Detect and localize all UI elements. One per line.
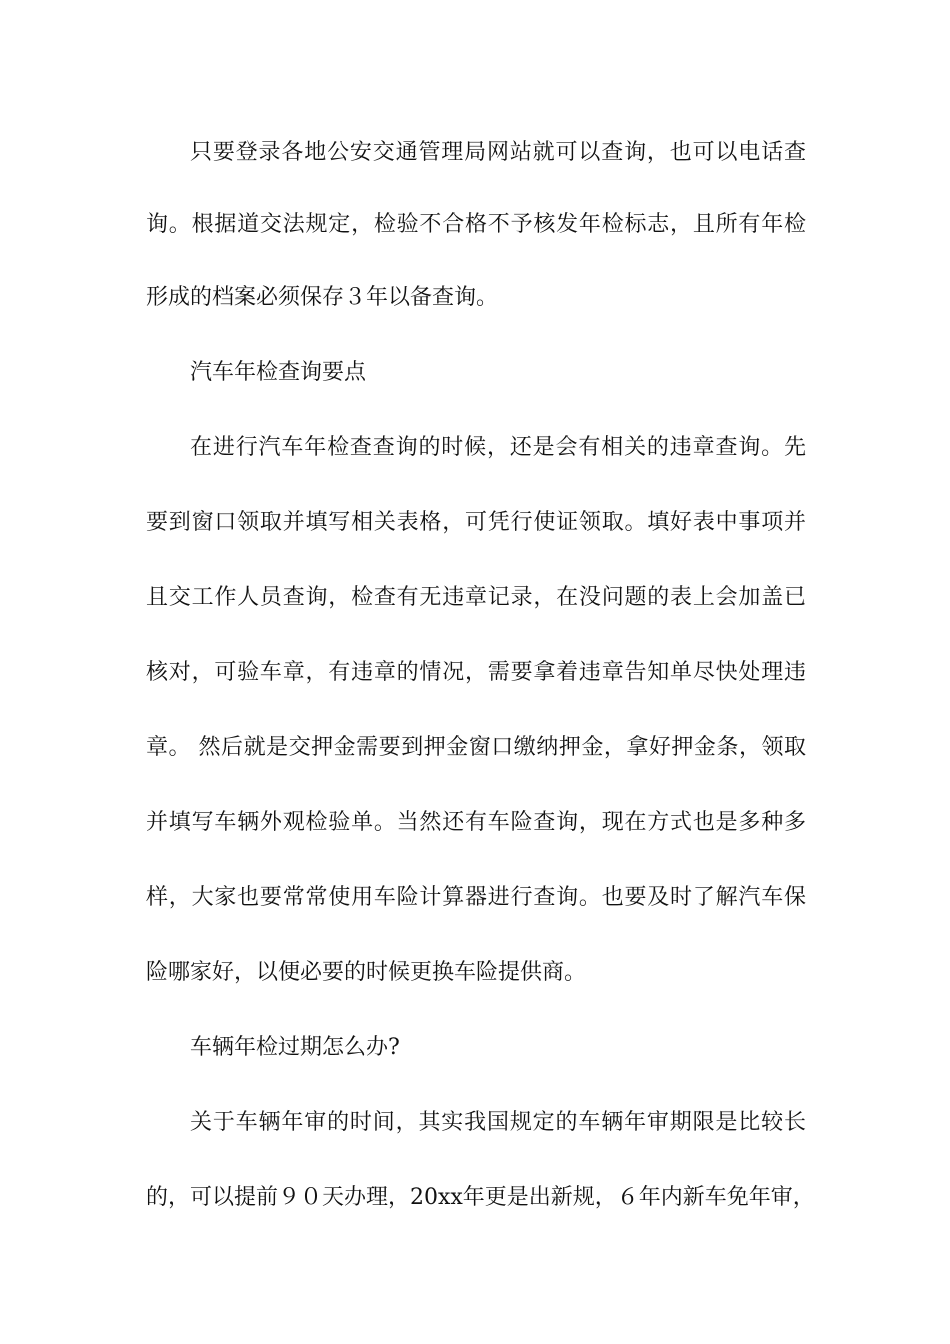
paragraph-3-line-2: 的，可以提前９０天办理，20xx年更是出新规，６年内新车免年审，	[146, 1185, 815, 1210]
paragraph-2-line-2: 要到窗口领取并填写相关表格，可凭行使证领取。填好表中事项并	[146, 510, 806, 535]
paragraph-2-line-7: 样，大家也要常常使用车险计算器进行查询。也要及时了解汽车保	[146, 885, 806, 910]
paragraph-1-line-2: 询。根据道交法规定，检验不合格不予核发年检标志，且所有年检	[146, 212, 806, 237]
section-heading-overdue-inspection: 车辆年检过期怎么办?	[190, 1035, 400, 1060]
paragraph-1-line-3: 形成的档案必须保存３年以备查询。	[146, 285, 499, 310]
paragraph-2-line-5: 章。 然后就是交押金需要到押金窗口缴纳押金，拿好押金条，领取	[146, 735, 806, 760]
paragraph-2-line-8: 险哪家好，以便必要的时候更换车险提供商。	[146, 960, 587, 985]
paragraph-2-line-1: 在进行汽车年检查查询的时候，还是会有相关的违章查询。先	[190, 435, 806, 460]
paragraph-3-line-1: 关于车辆年审的时间，其实我国规定的车辆年审期限是比较长	[190, 1110, 806, 1135]
paragraph-2-line-3: 且交工作人员查询，检查有无违章记录，在没问题的表上会加盖已	[146, 585, 806, 610]
paragraph-2-line-4: 核对，可验车章，有违章的情况，需要拿着违章告知单尽快处理违	[146, 660, 806, 685]
section-heading-inspection-query: 汽车年检查询要点	[190, 360, 367, 385]
paragraph-2-line-6: 并填写车辆外观检验单。当然还有车险查询，现在方式也是多种多	[146, 810, 806, 835]
paragraph-1-line-1: 只要登录各地公安交通管理局网站就可以查询，也可以电话查	[190, 140, 806, 165]
